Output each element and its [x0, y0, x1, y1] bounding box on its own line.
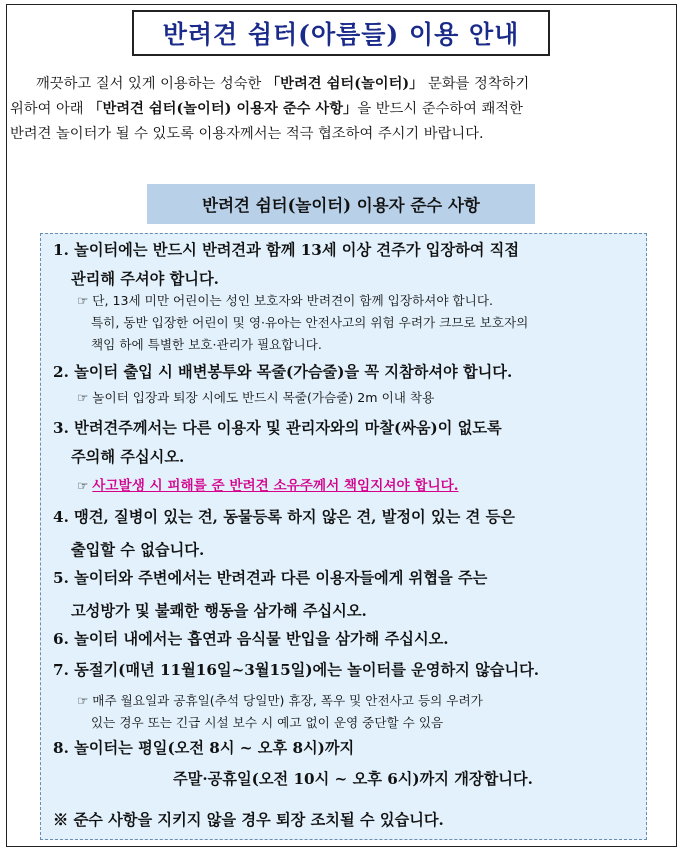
rule-text: 고성방가 및 불쾌한 행동을 삼가해 주십시오. — [71, 602, 367, 620]
note-text: 있는 경우 또는 긴급 시설 보수 시 예고 없이 운영 중단할 수 있음 — [91, 715, 444, 730]
rule-text: 5. 놀이터와 주변에서는 반려견과 다른 이용자들에게 위협을 주는 — [53, 569, 488, 587]
intro-emphasis: 「반려견 쉼터(놀이터) 이용자 준수 사항」 — [88, 101, 358, 117]
intro-line-3: 반려견 놀이터가 될 수 있도록 이용자께서는 적극 협조하여 주시기 바랍니다. — [10, 126, 484, 142]
section-header-text: 반려견 쉼터(놀이터) 이용자 준수 사항 — [202, 196, 480, 215]
pointer-icon: ☞ — [77, 478, 93, 493]
note-text: 책임 하에 특별한 보호·관리가 필요합니다. — [91, 337, 322, 352]
intro-emphasis: 「반려견 쉼터(놀이터)」 — [265, 76, 424, 92]
intro-text: 깨끗하고 질서 있게 이용하는 성숙한 — [36, 76, 266, 92]
rule-text: 출입할 수 없습니다. — [71, 541, 205, 559]
page-title-text: 반려견 쉼터(아름들) 이용 안내 — [162, 20, 520, 49]
rule-text: 2. 놀이터 출입 시 배변봉투와 목줄(가슴줄)을 꼭 지참하셔야 합니다. — [53, 363, 513, 381]
intro-text: 위하여 아래 — [10, 101, 89, 117]
note-text: ☞ 단, 13세 미만 어린이는 성인 보호자와 반려견이 함께 입장하셔야 합니다. — [77, 293, 493, 308]
intro-line-2 — [10, 97, 672, 122]
note-text: 특히, 동반 입장한 어린이 및 영·유아는 안전사고의 위험 우려가 크므로 보호자의 — [91, 315, 529, 330]
footer-warning — [53, 806, 638, 835]
rule-1-note — [77, 290, 636, 356]
intro-line-1 — [10, 72, 672, 97]
rule-text: 1. 놀이터에는 반드시 반려견과 함께 13세 이상 견주가 입장하여 직접 — [53, 241, 520, 259]
page-title — [132, 10, 550, 56]
rule-2-note — [77, 387, 636, 409]
warning-text: 사고발생 시 피해를 준 반려견 소유주께서 책임지셔야 합니다. — [92, 478, 459, 494]
rule-text: 주의해 주십시오. — [71, 448, 185, 466]
rule-item-8 — [53, 734, 638, 794]
note-text: ☞ 매주 월요일과 공휴일(추석 당일만) 휴장, 폭우 및 안전사고 등의 우려가 — [77, 693, 483, 708]
rule-item-3 — [53, 414, 638, 472]
rule-item-7 — [53, 656, 638, 685]
rule-item-6 — [53, 625, 638, 654]
rule-3-note — [77, 475, 636, 497]
rule-text: 3. 반려견주께서는 다른 이용자 및 관리자와의 마찰(싸움)이 없도록 — [53, 419, 502, 437]
rule-text: 7. 동절기(매년 11월16일~3월15일)에는 놀이터를 운영하지 않습니다. — [53, 661, 540, 679]
rule-text: 6. 놀이터 내에서는 흡연과 음식물 반입을 삼가해 주십시오. — [53, 630, 449, 648]
rule-text: 4. 맹견, 질병이 있는 견, 동물등록 하지 않은 견, 발정이 있는 견 등은 — [53, 508, 515, 526]
rule-item-1 — [53, 236, 638, 294]
rule-7-note — [77, 690, 636, 734]
section-header — [147, 184, 535, 224]
note-text: ☞ 놀이터 입장과 퇴장 시에도 반드시 목줄(가슴줄) 2m 이내 착용 — [77, 390, 435, 405]
intro-text: 을 반드시 준수하여 쾌적한 — [357, 101, 523, 117]
footer-text: ※ 준수 사항을 지키지 않을 경우 퇴장 조치될 수 있습니다. — [53, 811, 444, 829]
rules-box — [40, 233, 647, 840]
rule-text: 주말·공휴일(오전 10시 ~ 오후 6시)까지 개장합니다. — [173, 770, 533, 788]
intro-text: 문화를 정착하기 — [423, 76, 530, 92]
rule-item-4 — [53, 503, 638, 565]
rule-item-2 — [53, 358, 638, 387]
rule-text: 관리해 주셔야 합니다. — [71, 270, 219, 288]
intro-paragraph — [10, 72, 672, 147]
rule-item-5 — [53, 564, 638, 626]
rule-text: 8. 놀이터는 평일(오전 8시 ~ 오후 8시)까지 — [53, 739, 355, 757]
